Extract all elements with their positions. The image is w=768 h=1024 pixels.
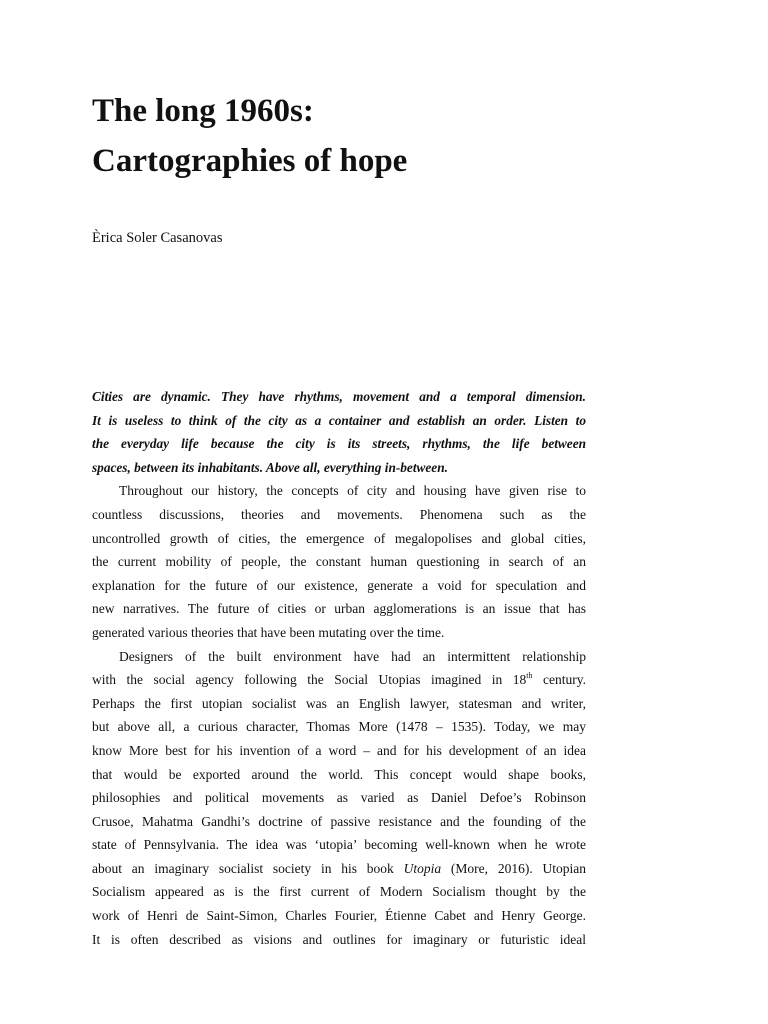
paragraph-line: the current mobility of people, the constant human questioning in search of an [92,554,586,570]
paragraph-line: Perhaps the first utopian socialist was an English lawyer, statesman and writer, [92,695,586,711]
ordinal-superscript: th [526,671,533,681]
paragraph-line: that would be exported around the world. This concept would shape books, [92,766,586,782]
line-text: century. [532,672,586,688]
paragraph-line: Crusoe, Mahatma Gandhi’s doctrine of passive resistance and the founding of the [92,813,586,829]
paragraph-line: Throughout our history, the concepts of city and housing have given rise to [119,483,586,499]
paragraph-line: countless discussions, theories and movements. Phenomena such as the [92,506,586,522]
paragraph-line: philosophies and political movements as varied as Daniel Defoe’s Robinson [92,790,586,806]
abstract-paragraph [92,385,586,479]
paragraph-line: generated various theories that have been mutating over the time. [92,624,445,640]
line-text: with the social agency following the Social Utopias imagined in 18 [92,672,527,688]
paragraph-line: know More best for his invention of a word – and for his development of an idea [92,742,586,758]
book-title: Utopia [403,860,442,876]
paragraph-line [92,668,586,692]
paragraph-line: Designers of the built environment have had an intermittent relationship [119,648,586,664]
paragraph-line: work of Henri de Saint-Simon, Charles Fourier, Étienne Cabet and Henry George. [92,908,586,924]
abstract-line: the everyday life because the city is its streets, rhythms, the life between [92,436,586,452]
line-text: about an imaginary socialist society in his book [92,860,404,876]
paragraph-line: explanation for the future of our existence, generate a void for speculation and [92,577,586,593]
paragraph-line: but above all, a curious character, Thomas More (1478 – 1535). Today, we may [92,719,586,735]
title-line-2: Cartographies of hope [92,143,408,179]
body-paragraph-1 [92,479,586,644]
body-paragraph-2 [92,645,586,952]
paragraph-line: It is often described as visions and outlines for imaginary or futuristic ideal [92,931,586,947]
author-name: Èrica Soler Casanovas [92,230,223,246]
paragraph-line: state of Pennsylvania. The idea was ‘utopia’ becoming well-known when he wrote [92,837,586,853]
line-text: (More, 2016). Utopian [441,860,586,876]
abstract-line: Cities are dynamic. They have rhythms, movement and a temporal dimension. [92,389,586,404]
abstract-line: spaces, between its inhabitants. Above all, everything in-between. [92,459,448,475]
document-title [92,86,586,186]
paragraph-line: Socialism appeared as is the first current of Modern Socialism thought by the [92,884,586,900]
document-body [92,385,586,951]
title-line-1: The long 1960s: [92,93,314,129]
paragraph-line: new narratives. The future of cities or urban agglomerations is an issue that has [92,601,586,617]
paragraph-line: uncontrolled growth of cities, the emergence of megalopolises and global cities, [92,530,586,546]
paragraph-line [92,857,586,881]
abstract-line: It is useless to think of the city as a container and establish an order. Listen to [92,412,586,428]
